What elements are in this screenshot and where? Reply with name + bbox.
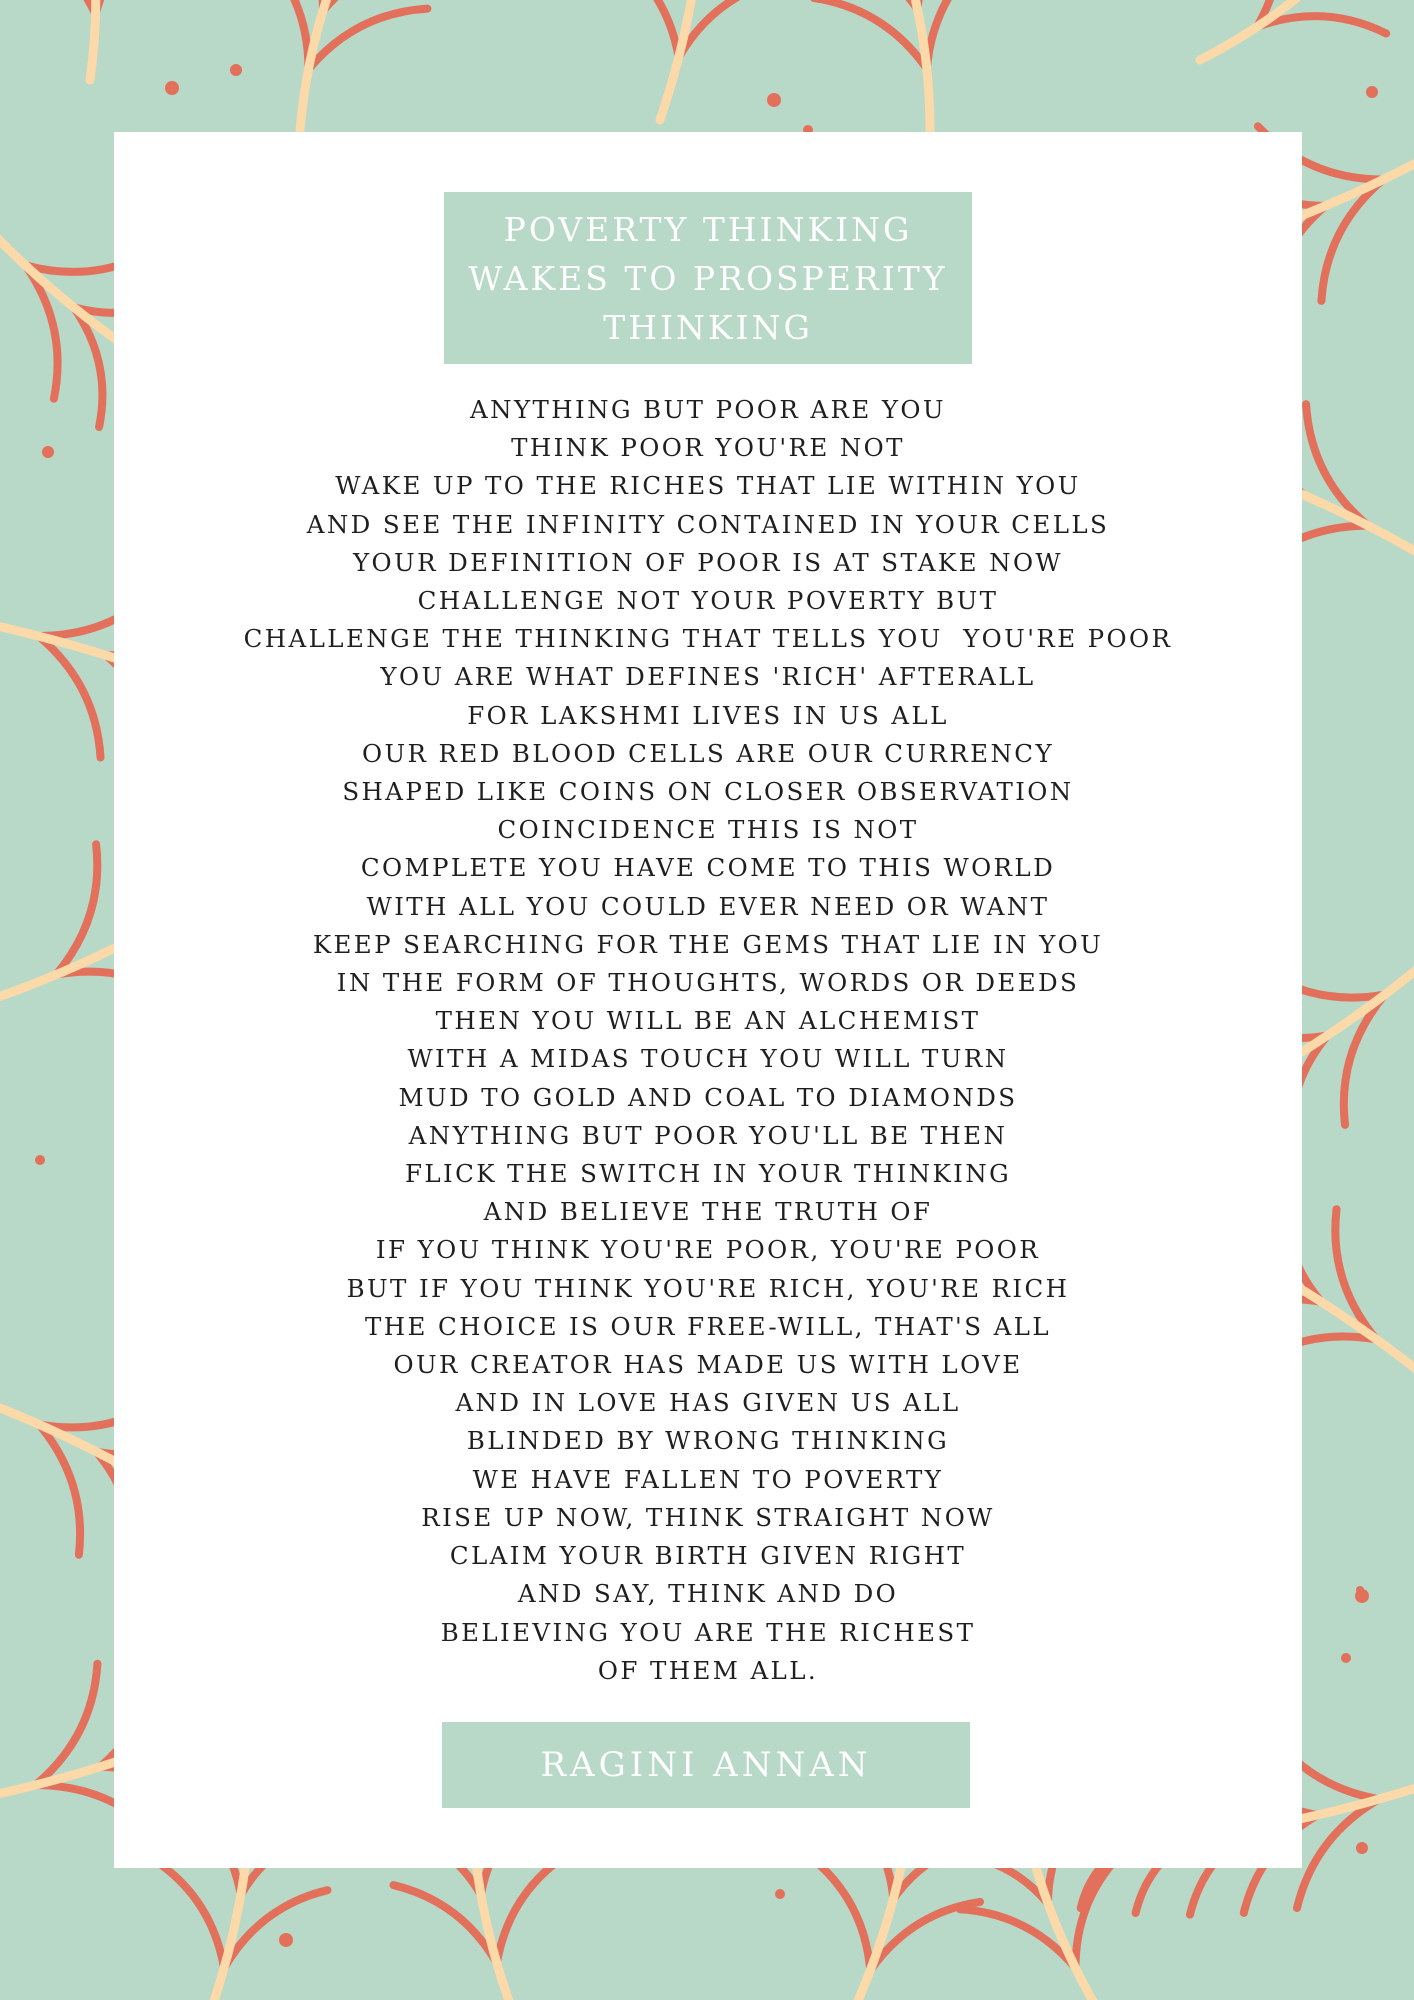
poem-line: WE HAVE FALLEN TO POVERTY (472, 1464, 944, 1494)
dot (42, 446, 54, 458)
frond-stroke (810, 1856, 871, 1970)
frond-stroke (608, 0, 678, 57)
poem-line: COINCIDENCE THIS IS NOT (497, 815, 919, 845)
poem-line: THINK POOR YOU'RE NOT (511, 433, 905, 463)
dot (230, 64, 242, 76)
dot (1366, 86, 1378, 98)
poem-line: BLINDED BY WRONG THINKING (466, 1426, 950, 1456)
poem-line: THE CHOICE IS OUR FREE-WILL, THAT'S ALL (364, 1311, 1051, 1341)
poem-line: RISE UP NOW, THINK STRAIGHT NOW (421, 1502, 995, 1532)
poem-line: YOU ARE WHAT DEFINES 'RICH' AFTERALL (380, 662, 1036, 692)
frond-stroke (0, 0, 95, 14)
poem-line: OF THEM ALL. (597, 1655, 819, 1685)
poem-line: IF YOU THINK YOU'RE POOR, YOU'RE POOR (375, 1235, 1041, 1265)
frond-stroke (497, 1855, 567, 1964)
poem-line: SHAPED LIKE COINS ON CLOSER OBSERVATION (342, 777, 1074, 807)
poem-line: ANYTHING BUT POOR ARE YOU (470, 395, 946, 424)
dot (767, 93, 781, 107)
title-banner (444, 192, 972, 364)
poem-line: FOR LAKSHMI LIVES IN US ALL (467, 700, 949, 730)
frond-stroke (67, 0, 95, 80)
poem-line: CHALLENGE THE THINKING THAT TELLS YOU YOU'RE POOR (243, 624, 1173, 654)
poem-line: WAKE UP TO THE RICHES THAT LIE WITHIN YOU (335, 471, 1081, 501)
poem-line: WITH A MIDAS TOUCH YOU WILL TURN (407, 1044, 1009, 1074)
dot (35, 1155, 45, 1165)
dot (1356, 1842, 1368, 1854)
frond-stroke (96, 0, 176, 14)
poem-line: BELIEVING YOU ARE THE RICHEST (440, 1617, 976, 1647)
poem-line: AND SAY, THINK AND DO (517, 1579, 899, 1609)
author-name: RAGINI ANNAN (540, 1745, 872, 1785)
dot (1341, 1653, 1351, 1663)
poem-line: AND SEE THE INFINITY CONTAINED IN YOUR CELLS (306, 509, 1110, 539)
frond-stroke (256, 0, 308, 69)
dot (165, 81, 179, 95)
poem-line: THEN YOU WILL BE AN ALCHEMIST (435, 1006, 981, 1036)
poem-line: WITH ALL YOU COULD EVER NEED OR WANT (366, 891, 1050, 921)
poem-line: OUR RED BLOOD CELLS ARE OUR CURRENCY (361, 738, 1055, 768)
poem-title: POVERTY THINKING WAKES TO PROSPERITY THINKING (468, 209, 948, 347)
poem-line: MUD TO GOLD AND COAL TO DIAMONDS (398, 1082, 1018, 1112)
frond-stroke (814, 0, 927, 69)
poem-line: KEEP SEARCHING FOR THE GEMS THAT LIE IN YOU (312, 929, 1104, 959)
poem-card (114, 132, 1302, 1868)
poem-line: YOUR DEFINITION OF POOR IS AT STAKE NOW (352, 547, 1064, 577)
poem-line: ANYTHING BUT POOR YOU'LL BE THEN (408, 1120, 1008, 1150)
poem-line: OUR CREATOR HAS MADE US WITH LOVE (393, 1350, 1023, 1380)
poem-line: CLAIM YOUR BIRTH GIVEN RIGHT (449, 1541, 967, 1571)
poem-line: AND IN LOVE HAS GIVEN US ALL (455, 1388, 961, 1418)
poem-body (114, 391, 1302, 1690)
poem-line: COMPLETE YOU HAVE COME TO THIS WORLD (360, 853, 1056, 883)
poem-line: FLICK THE SWITCH IN YOUR THINKING (404, 1159, 1012, 1189)
frond-stroke (927, 0, 990, 69)
dot (775, 1889, 785, 1899)
poem-line: AND BELIEVE THE TRUTH OF (483, 1197, 933, 1227)
dot (279, 1933, 293, 1947)
poem-line: BUT IF YOU THINK YOU'RE RICH, YOU'RE RICH (346, 1273, 1070, 1303)
frond-stroke (309, 9, 428, 70)
dot (1356, 1586, 1364, 1594)
author-banner (442, 1722, 970, 1808)
frond-stroke (852, 0, 930, 130)
poem-line: CHALLENGE NOT YOUR POVERTY BUT (417, 586, 999, 616)
poem-line: IN THE FORM OF THOUGHTS, WORDS OR DEEDS (336, 968, 1080, 998)
frond-stroke (154, 1860, 224, 1969)
